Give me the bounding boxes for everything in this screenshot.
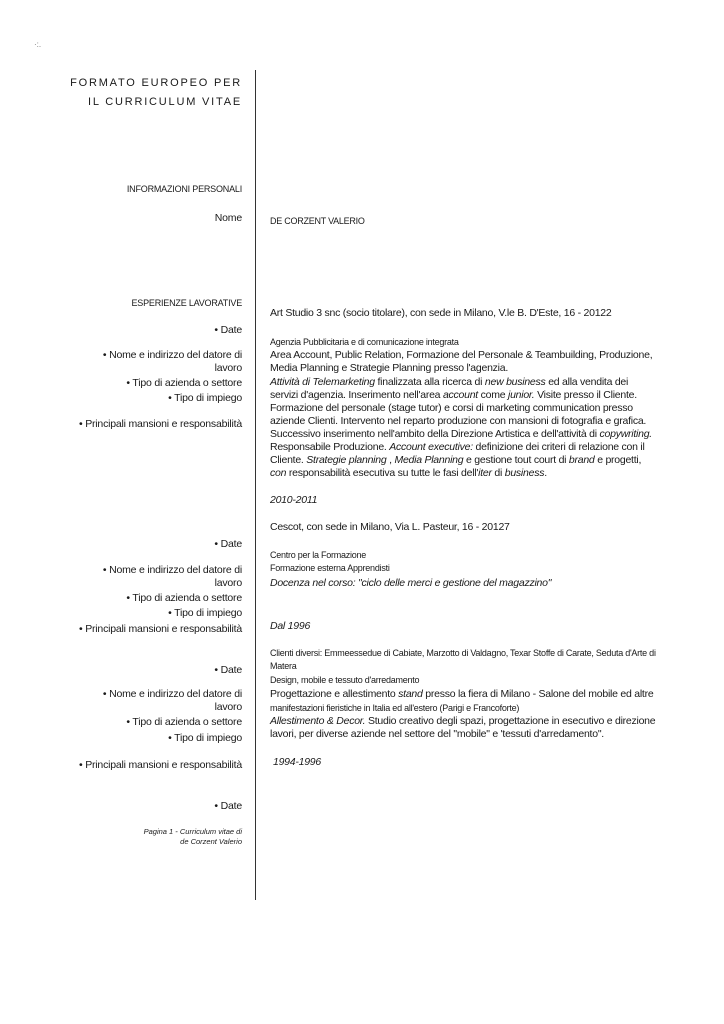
job-type-label: • Tipo di impiego [168, 392, 242, 404]
duties-fragment: definizione dei criteri di relazione con il Cliente. [270, 441, 645, 466]
duties-label: • Principali mansioni e responsabilità [79, 418, 242, 430]
entry3-sector: Design, mobile e tessuto d'arredamento [270, 675, 420, 685]
duties-fragment: new business [484, 376, 546, 388]
entry1-duties [270, 376, 656, 480]
duties-fragment: di [491, 467, 505, 479]
duties-fragment: con [270, 467, 287, 479]
date-label: • Date [214, 538, 242, 550]
date-label: • Date [214, 324, 242, 336]
duties-fragment: e gestione tout court di [463, 454, 569, 466]
company-type-label: • Tipo di azienda o settore [126, 716, 242, 728]
duties-fragment: , [386, 454, 395, 466]
employer-label-line1: • Nome e indirizzo del datore di [102, 688, 242, 700]
duties-fragment: copywriting. [599, 428, 652, 440]
employer-label-line1: • Nome e indirizzo del datore di [102, 564, 242, 576]
duties-fragment: e progetti, [594, 454, 642, 466]
employer-label-line2: lavoro [214, 701, 242, 713]
footer-line2: de Corzent Valerio [180, 837, 242, 846]
cv-title-line2: IL CURRICULUM VITAE [88, 96, 242, 108]
duties-fragment: Media Planning [394, 454, 464, 466]
duties-fragment: account [442, 389, 478, 401]
duties-fragment: junior. [507, 389, 535, 401]
footer-line1: Pagina 1 - Curriculum vitae di [143, 827, 242, 836]
job-fragment: Progettazione e allestimento [270, 688, 399, 700]
job-fragment: presso la fiera di Milano - Salone del mobile ed altre [422, 688, 654, 700]
entry1-job: Area Account, Public Relation, Formazione del Personale & Teambuilding, Produzione, Media Planning e Strategie Planning presso l'agenzia. [270, 349, 653, 374]
entry2-employer: Cescot, con sede in Milano, Via L. Pasteur, 16 - 20127 [270, 521, 510, 533]
job-fragment: stand [398, 688, 423, 700]
date-label: • Date [214, 800, 242, 812]
employer-label-line2: lavoro [214, 362, 242, 374]
duties-fragment: Account executive: [389, 441, 473, 453]
entry3-date: Dal 1996 [270, 620, 311, 632]
duties-fragment: finalizzata alla ricerca di [374, 376, 485, 388]
entry3-employer: Clienti diversi: Emmeessedue di Cabiate, Marzotto di Valdagno, Texar Stoffe di Carate, Seduta d'Arte di Matera [270, 648, 656, 671]
duties-label: • Principali mansioni e responsabilità [79, 623, 242, 635]
duties-fragment: Attività di Telemarketing [270, 376, 375, 388]
duties-fragment: responsabilità esecutiva su tutte le fasi dell' [286, 467, 479, 479]
duties-fragment: come [477, 389, 508, 401]
job-type-label: • Tipo di impiego [168, 732, 242, 744]
duties-fragment: ed alla vendita dei servizi d'agenzia. Inserimento nell'area [270, 376, 629, 401]
entry3-duties [270, 715, 656, 741]
duties-fragment: Strategie planning [306, 454, 387, 466]
entry2-date: 2010-2011 [270, 494, 318, 506]
entry3-job-line2: manifestazioni fieristiche in Italia ed all'estero (Parigi e Francoforte) [270, 703, 520, 713]
entry2-duties: Docenza nel corso: "ciclo delle merci e gestione del magazzino" [270, 577, 552, 589]
experience-section-title: ESPERIENZE LAVORATIVE [131, 298, 242, 308]
duties-fragment: business [504, 467, 545, 479]
entry2-sector: Centro per la Formazione [270, 550, 367, 560]
duties-fragment: Responsabile Produzione. [270, 441, 390, 453]
duties-fragment: . [544, 467, 547, 479]
duties-fragment: Studio creativo degli spazi, progettazione in esecutivo e direzione lavori, per diverse aziende nel settore del "mobile" e 'tessuti d'arredamento". [270, 715, 656, 740]
duties-label: • Principali mansioni e responsabilità [79, 759, 242, 771]
date-label: • Date [214, 664, 242, 676]
employer-label-line2: lavoro [214, 577, 242, 589]
name-label: Nome [214, 212, 242, 224]
job-type-label: • Tipo di impiego [168, 607, 242, 619]
duties-fragment: brand [568, 454, 595, 466]
cv-title-line1: FORMATO EUROPEO PER [70, 77, 242, 89]
name-value: DE CORZENT VALERIO [270, 216, 365, 226]
entry1-employer: Art Studio 3 snc (socio titolare), con sede in Milano, V.le B. D'Este, 16 - 20122 [270, 307, 612, 319]
personal-section-title: INFORMAZIONI PERSONALI [126, 184, 242, 194]
company-type-label: • Tipo di azienda o settore [126, 592, 242, 604]
entry2-job: Formazione esterna Apprendisti [270, 563, 390, 573]
employer-label-line1: • Nome e indirizzo del datore di [102, 349, 242, 361]
company-type-label: • Tipo di azienda o settore [126, 377, 242, 389]
duties-fragment: Visite presso il Cliente. Formazione del personale (stage tutor) e corsi di marketing communication presso aziende Clienti. Intervento nel reparto produzione con mansioni di fotografia e grafica. Successivo inserimento nell'ambito della Direzione Artistica e dell'attività di [270, 389, 647, 440]
entry1-sector: Agenzia Pubblicitaria e di comunicazione integrata [270, 337, 459, 347]
entry3-job [270, 688, 656, 701]
duties-fragment: iter [478, 467, 492, 479]
entry4-date: 1994-1996 [273, 756, 321, 768]
column-divider [255, 70, 256, 900]
corner-mark: ·:. [34, 40, 42, 49]
duties-fragment: Allestimento & Decor. [270, 715, 366, 727]
